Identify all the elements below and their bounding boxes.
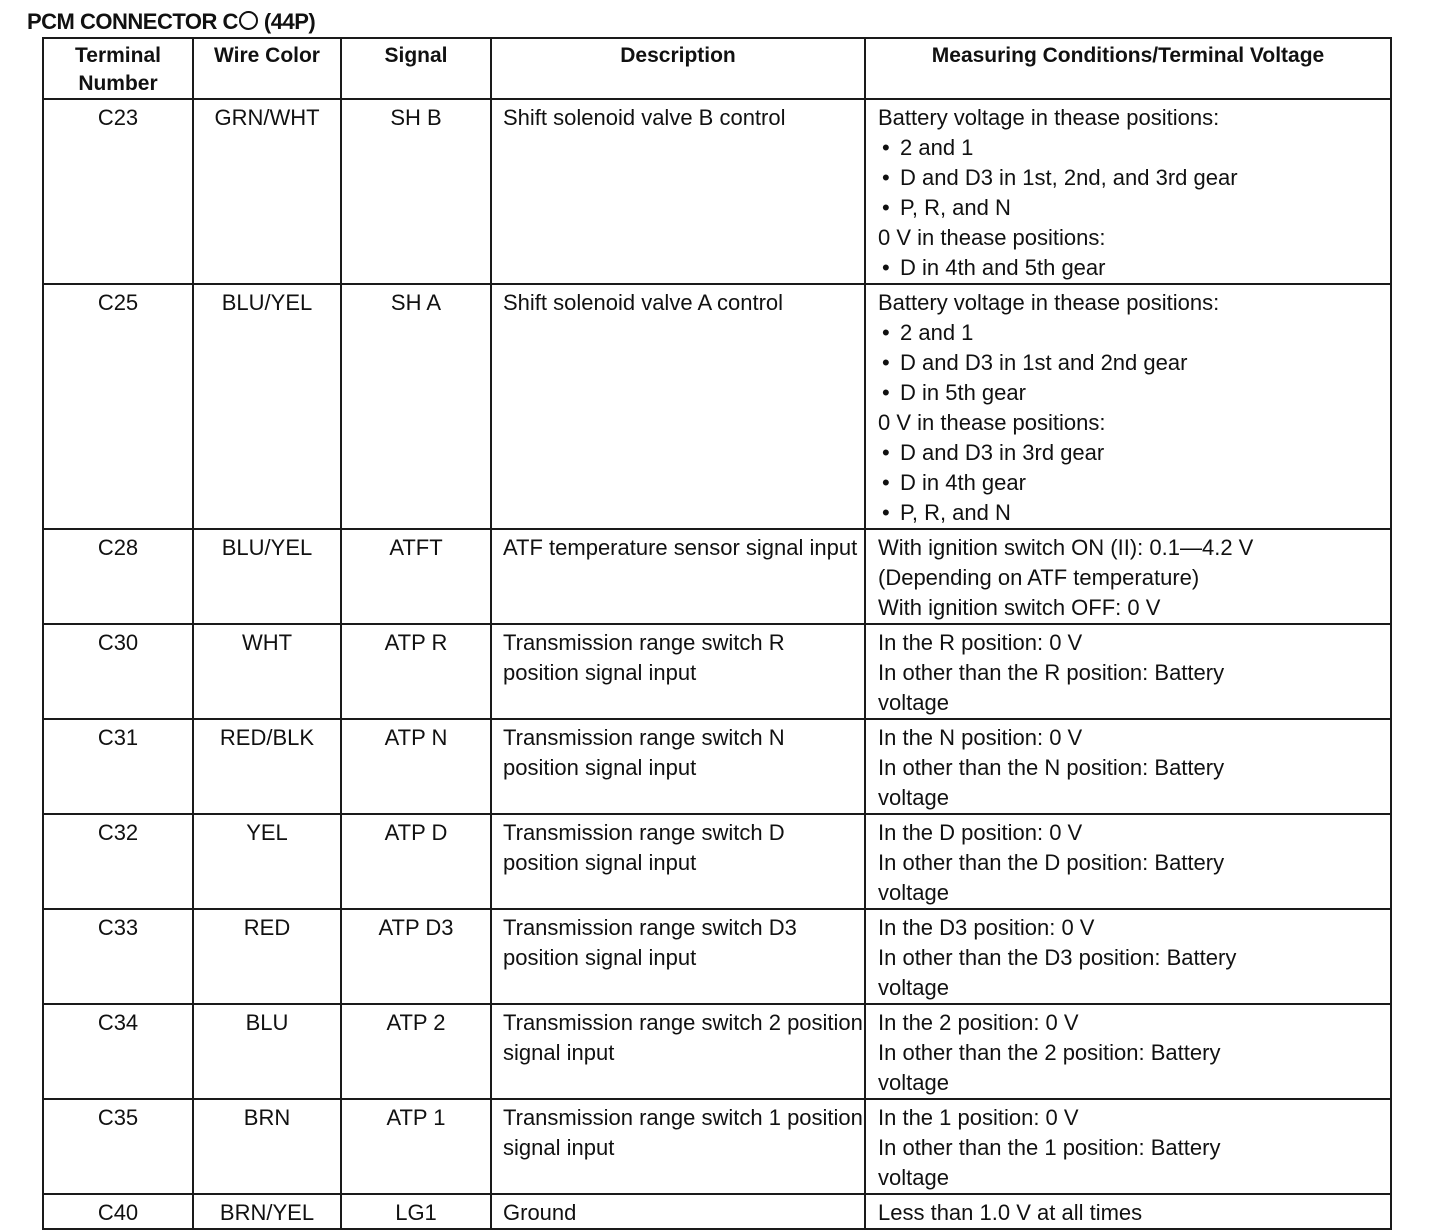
col-header-measuring-conditions: Measuring Conditions/Terminal Voltage <box>865 38 1391 99</box>
measuring-conditions-cell <box>865 909 1391 1004</box>
condition-line <box>878 688 1390 718</box>
wire-color-cell: BLU <box>193 1004 341 1099</box>
condition-line <box>878 723 1390 753</box>
condition-text: In other than the 2 position: Battery <box>878 1040 1221 1065</box>
connector-pin-count: (44P) <box>263 9 316 34</box>
condition-line <box>878 818 1390 848</box>
condition-line <box>878 468 1390 498</box>
table-row <box>43 814 1391 909</box>
measuring-conditions-cell <box>865 1099 1391 1194</box>
condition-line <box>878 193 1390 223</box>
condition-text: voltage <box>878 975 949 1000</box>
condition-line <box>878 973 1390 1003</box>
condition-line <box>878 1103 1390 1133</box>
condition-text: In the D3 position: 0 V <box>878 915 1095 940</box>
table-row <box>43 529 1391 624</box>
condition-text: P, R, and N <box>900 195 1011 220</box>
bullet-icon: • <box>882 470 890 495</box>
condition-text: In other than the D3 position: Battery <box>878 945 1237 970</box>
condition-line <box>878 318 1390 348</box>
wire-color-cell: GRN/WHT <box>193 99 341 284</box>
condition-text: D in 5th gear <box>900 380 1026 405</box>
signal-cell: ATP 1 <box>341 1099 491 1194</box>
bullet-icon: • <box>882 135 890 160</box>
condition-text: In other than the N position: Battery <box>878 755 1225 780</box>
table-row <box>43 1004 1391 1099</box>
table-row <box>43 909 1391 1004</box>
bullet-icon: • <box>882 440 890 465</box>
signal-cell: ATP D3 <box>341 909 491 1004</box>
condition-text: In the N position: 0 V <box>878 725 1083 750</box>
table-header-row <box>43 38 1391 99</box>
condition-text: 2 and 1 <box>900 320 974 345</box>
condition-text: In other than the R position: Battery <box>878 660 1225 685</box>
signal-cell: ATP R <box>341 624 491 719</box>
condition-text: P, R, and N <box>900 500 1011 525</box>
wire-color-cell: YEL <box>193 814 341 909</box>
terminal-number-cell: C34 <box>43 1004 193 1099</box>
condition-text: With ignition switch ON (II): 0.1—4.2 V <box>878 535 1254 560</box>
condition-line <box>878 378 1390 408</box>
description-cell: Transmission range switch D3 position signal input <box>491 909 865 1004</box>
condition-text: voltage <box>878 785 949 810</box>
table-row <box>43 1099 1391 1194</box>
condition-line <box>878 533 1390 563</box>
terminal-number-cell: C40 <box>43 1194 193 1229</box>
condition-text: voltage <box>878 690 949 715</box>
table-row <box>43 1194 1391 1229</box>
condition-line <box>878 1163 1390 1193</box>
condition-text: D and D3 in 3rd gear <box>900 440 1105 465</box>
condition-text: In the 1 position: 0 V <box>878 1105 1079 1130</box>
bullet-icon: • <box>882 255 890 280</box>
wire-color-cell: BRN/YEL <box>193 1194 341 1229</box>
condition-line <box>878 438 1390 468</box>
condition-line <box>878 1038 1390 1068</box>
condition-line <box>878 133 1390 163</box>
condition-text: In other than the 1 position: Battery <box>878 1135 1221 1160</box>
signal-cell: ATFT <box>341 529 491 624</box>
description-cell: Transmission range switch D position signal input <box>491 814 865 909</box>
wire-color-cell: BLU/YEL <box>193 529 341 624</box>
measuring-conditions-cell <box>865 1194 1391 1229</box>
condition-line <box>878 288 1390 318</box>
condition-line <box>878 913 1390 943</box>
condition-line <box>878 348 1390 378</box>
signal-cell: ATP N <box>341 719 491 814</box>
condition-text: 2 and 1 <box>900 135 974 160</box>
measuring-conditions-cell <box>865 99 1391 284</box>
bullet-icon: • <box>882 350 890 375</box>
bullet-icon: • <box>882 500 890 525</box>
condition-text: D in 4th gear <box>900 470 1026 495</box>
condition-text: 0 V in thease positions: <box>878 410 1106 435</box>
condition-text: D in 4th and 5th gear <box>900 255 1106 280</box>
condition-line <box>878 943 1390 973</box>
condition-text: voltage <box>878 1165 949 1190</box>
table-row <box>43 719 1391 814</box>
description-cell: Transmission range switch R position signal input <box>491 624 865 719</box>
wire-color-cell: BRN <box>193 1099 341 1194</box>
condition-text: 0 V in thease positions: <box>878 225 1106 250</box>
condition-text: Battery voltage in thease positions: <box>878 290 1220 315</box>
bullet-icon: • <box>882 165 890 190</box>
connector-circle-icon <box>239 11 258 30</box>
signal-cell: LG1 <box>341 1194 491 1229</box>
bullet-icon: • <box>882 195 890 220</box>
condition-text: D and D3 in 1st and 2nd gear <box>900 350 1188 375</box>
measuring-conditions-cell <box>865 529 1391 624</box>
condition-line <box>878 593 1390 623</box>
measuring-conditions-cell <box>865 284 1391 529</box>
description-cell: Shift solenoid valve A control <box>491 284 865 529</box>
col-header-description: Description <box>491 38 865 99</box>
description-cell: Ground <box>491 1194 865 1229</box>
terminal-table <box>42 37 1392 1230</box>
col-header-terminal-number: Terminal Number <box>43 38 193 99</box>
terminal-number-cell: C23 <box>43 99 193 284</box>
connector-title-prefix: PCM CONNECTOR C <box>27 9 238 34</box>
condition-line <box>878 1008 1390 1038</box>
measuring-conditions-cell <box>865 814 1391 909</box>
measuring-conditions-cell <box>865 719 1391 814</box>
condition-line <box>878 223 1390 253</box>
table-row <box>43 99 1391 284</box>
condition-line <box>878 1068 1390 1098</box>
table-row <box>43 284 1391 529</box>
condition-line <box>878 658 1390 688</box>
condition-line <box>878 1198 1390 1228</box>
col-header-wire-color: Wire Color <box>193 38 341 99</box>
condition-line <box>878 408 1390 438</box>
condition-line <box>878 1133 1390 1163</box>
terminal-number-cell: C32 <box>43 814 193 909</box>
condition-line <box>878 848 1390 878</box>
condition-line <box>878 783 1390 813</box>
condition-text: In other than the D position: Battery <box>878 850 1225 875</box>
measuring-conditions-cell <box>865 1004 1391 1099</box>
terminal-number-cell: C35 <box>43 1099 193 1194</box>
description-cell: ATF temperature sensor signal input <box>491 529 865 624</box>
condition-line <box>878 103 1390 133</box>
connector-title <box>27 8 315 36</box>
description-cell: Transmission range switch N position signal input <box>491 719 865 814</box>
condition-line <box>878 628 1390 658</box>
condition-text: In the D position: 0 V <box>878 820 1083 845</box>
condition-line <box>878 563 1390 593</box>
condition-line <box>878 253 1390 283</box>
terminal-number-cell: C31 <box>43 719 193 814</box>
signal-cell: SH A <box>341 284 491 529</box>
terminal-number-cell: C33 <box>43 909 193 1004</box>
wire-color-cell: RED <box>193 909 341 1004</box>
col-header-signal: Signal <box>341 38 491 99</box>
condition-text: D and D3 in 1st, 2nd, and 3rd gear <box>900 165 1238 190</box>
measuring-conditions-cell <box>865 624 1391 719</box>
table-row <box>43 624 1391 719</box>
signal-cell: ATP D <box>341 814 491 909</box>
bullet-icon: • <box>882 380 890 405</box>
wire-color-cell: RED/BLK <box>193 719 341 814</box>
condition-line <box>878 163 1390 193</box>
description-cell: Shift solenoid valve B control <box>491 99 865 284</box>
condition-line <box>878 878 1390 908</box>
terminal-number-cell: C25 <box>43 284 193 529</box>
description-cell: Transmission range switch 2 position signal input <box>491 1004 865 1099</box>
condition-text: voltage <box>878 1070 949 1095</box>
signal-cell: ATP 2 <box>341 1004 491 1099</box>
condition-text: With ignition switch OFF: 0 V <box>878 595 1161 620</box>
condition-text: In the R position: 0 V <box>878 630 1083 655</box>
condition-line <box>878 498 1390 528</box>
condition-line <box>878 753 1390 783</box>
wire-color-cell: WHT <box>193 624 341 719</box>
wire-color-cell: BLU/YEL <box>193 284 341 529</box>
terminal-number-cell: C30 <box>43 624 193 719</box>
condition-text: (Depending on ATF temperature) <box>878 565 1200 590</box>
condition-text: In the 2 position: 0 V <box>878 1010 1079 1035</box>
table-body <box>43 99 1391 1229</box>
description-cell: Transmission range switch 1 position signal input <box>491 1099 865 1194</box>
condition-text: voltage <box>878 880 949 905</box>
condition-text: Less than 1.0 V at all times <box>878 1200 1143 1225</box>
bullet-icon: • <box>882 320 890 345</box>
terminal-number-cell: C28 <box>43 529 193 624</box>
condition-text: Battery voltage in thease positions: <box>878 105 1220 130</box>
signal-cell: SH B <box>341 99 491 284</box>
